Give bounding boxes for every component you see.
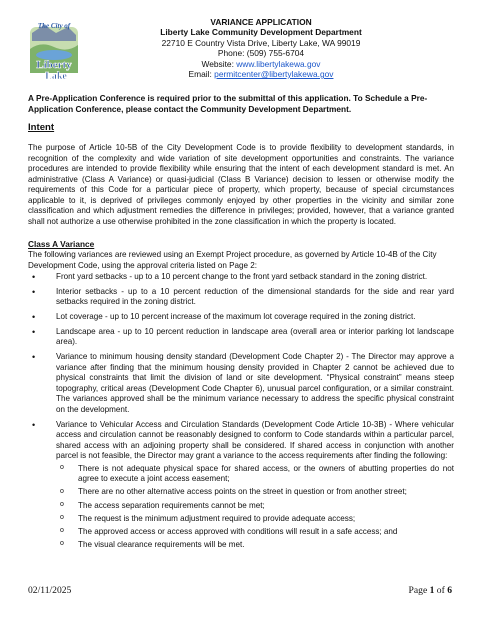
bullet-text: Variance to Vehicular Access and Circulation Standards (Development Code Article 10-3B) - Where vehicular access and circulation cannot be reasonably designed to conform to Code standards within a particular parcel, shared access with an adjoining property shall be considered. If shared access in conjunction with another parcel is not feasible, the Director may grant a variance to the access requirements after finding the following: (56, 419, 454, 461)
department-address: 22710 E Country Vista Drive, Liberty Lake, WA 99019 (161, 37, 361, 48)
sub-item-text: The approved access or access approved with conditions will result in a safe access; and (78, 526, 398, 536)
access-criteria-sublist (56, 464, 454, 551)
sub-item-text: The visual clearance requirements will be met. (78, 539, 245, 549)
sub-item-text: There are no other alternative access points on the street in question or from another street; (78, 487, 407, 497)
circle-bullet-icon: o (60, 501, 64, 509)
bullet-text: Interior setbacks - up to a 10 percent reduction of the dimensional standards for the side and rear yard setbacks required in the zoning district. (56, 286, 454, 307)
bullet-text: Landscape area - up to 10 percent reduction in landscape area (overall area or interior parking lot landscape area). (56, 326, 454, 347)
svg-text:Liberty: Liberty (36, 59, 72, 71)
sub-list-item (56, 464, 454, 485)
bullet-icon: • (32, 326, 36, 337)
footer-date: 02/11/2025 (28, 585, 72, 596)
sub-list-item (56, 540, 454, 551)
bullet-text: Front yard setbacks - up to a 10 percent change to the front yard setback standard in the zoning district. (56, 272, 428, 281)
bullet-icon: • (32, 352, 36, 363)
city-logo (26, 19, 82, 81)
page-number (409, 585, 452, 596)
website-link[interactable]: www.libertylakewa.gov (236, 58, 321, 69)
bullet-text: Lot coverage - up to 10 percent increase of the maximum lot coverage required in the zoning district. (56, 312, 416, 322)
circle-bullet-icon: o (60, 464, 64, 472)
page-label: Page (408, 585, 430, 596)
page-total: 6 (447, 585, 452, 596)
sub-list-item (56, 487, 454, 498)
svg-text:The City of: The City of (37, 22, 71, 30)
website-label: Website: (201, 58, 237, 69)
document-title: VARIANCE APPLICATION (210, 17, 312, 27)
circle-bullet-icon: o (60, 527, 64, 535)
sub-list-item (56, 501, 454, 512)
document-header (96, 17, 426, 79)
list-item (28, 312, 454, 323)
email-label: Email: (188, 69, 215, 80)
bullet-text: Variance to minimum housing density standard (Development Code Chapter 2) - The Director may approve a variance after finding that the minimum housing density provided in Chapter 2 cannot be achieved due to physical constraints that limit the division of land or site development. “Physical constraint” means steep topography, critical areas (Development Code Chapter 6), unusual parcel configuration, or a similar constraint. The variances approved shall be the minimum variance necessary to address the specific physical constraint on the development. (56, 352, 454, 414)
bullet-icon: • (32, 419, 36, 430)
website-line (96, 59, 426, 69)
intent-heading: Intent (28, 122, 55, 133)
list-item (28, 327, 454, 348)
class-a-heading: Class A Variance (28, 239, 95, 249)
class-a-bullet-list (28, 272, 454, 555)
list-item (28, 272, 454, 283)
email-link[interactable]: permitcenter@libertylakewa.gov (214, 69, 334, 80)
pre-application-notice: A Pre-Application Conference is required prior to the submittal of this application. To Schedule a Pre-Application Conference, please contact the Community Development Department. (28, 93, 428, 114)
sub-item-text: The access separation requirements cannot be met; (78, 500, 265, 510)
email-line (96, 69, 426, 79)
bullet-icon: • (32, 272, 36, 282)
intent-paragraph: The purpose of Article 10-5B of the City Development Code is to provide flexibility to development standards, in recognition of the complexity and wide variation of site development opportunities and constraints. The variance procedures are intended to provide flexibility while ensuring that the intent of each development standard is met. An administrative (Class A Variance) or quasi-judicial (Class B Variance) decision to lessen or otherwise modify the requirements of this Code for a particular piece of property, which property, because of special circumstances applicable to it, is deprived of privileges commonly enjoyed by other properties in the vicinity and similar zone classification and which adjustment remedies the difference in privileges; provided, however, that a variance granted shall not authorize a use otherwise prohibited in the zone classification in which the property is located. (28, 143, 454, 226)
department-phone: Phone: (509) 755-6704 (217, 48, 305, 59)
class-a-intro: The following variances are reviewed using an Exempt Project procedure, as governed by Article 10-4B of the City Development Code, using the approval criteria listed on Page 2: (28, 250, 437, 270)
bullet-icon: • (32, 286, 36, 297)
sub-item-text: There is not adequate physical space for shared access, or the owners of abutting properties do not agree to execute a joint access easement; (78, 463, 454, 484)
page-current: 1 (429, 585, 435, 596)
circle-bullet-icon: o (60, 487, 64, 495)
sub-list-item (56, 527, 454, 538)
sub-item-text: The request is the minimum adjustment required to provide adequate access; (78, 513, 356, 523)
list-item (28, 420, 454, 551)
bullet-icon: • (32, 312, 36, 323)
list-item (28, 352, 454, 415)
circle-bullet-icon: o (60, 514, 64, 522)
sub-list-item (56, 514, 454, 525)
list-item (28, 287, 454, 308)
circle-bullet-icon: o (60, 540, 64, 548)
department-name: Liberty Lake Community Development Department (160, 27, 362, 38)
svg-text:Lake: Lake (45, 71, 67, 81)
page-of-label: of (434, 585, 448, 596)
